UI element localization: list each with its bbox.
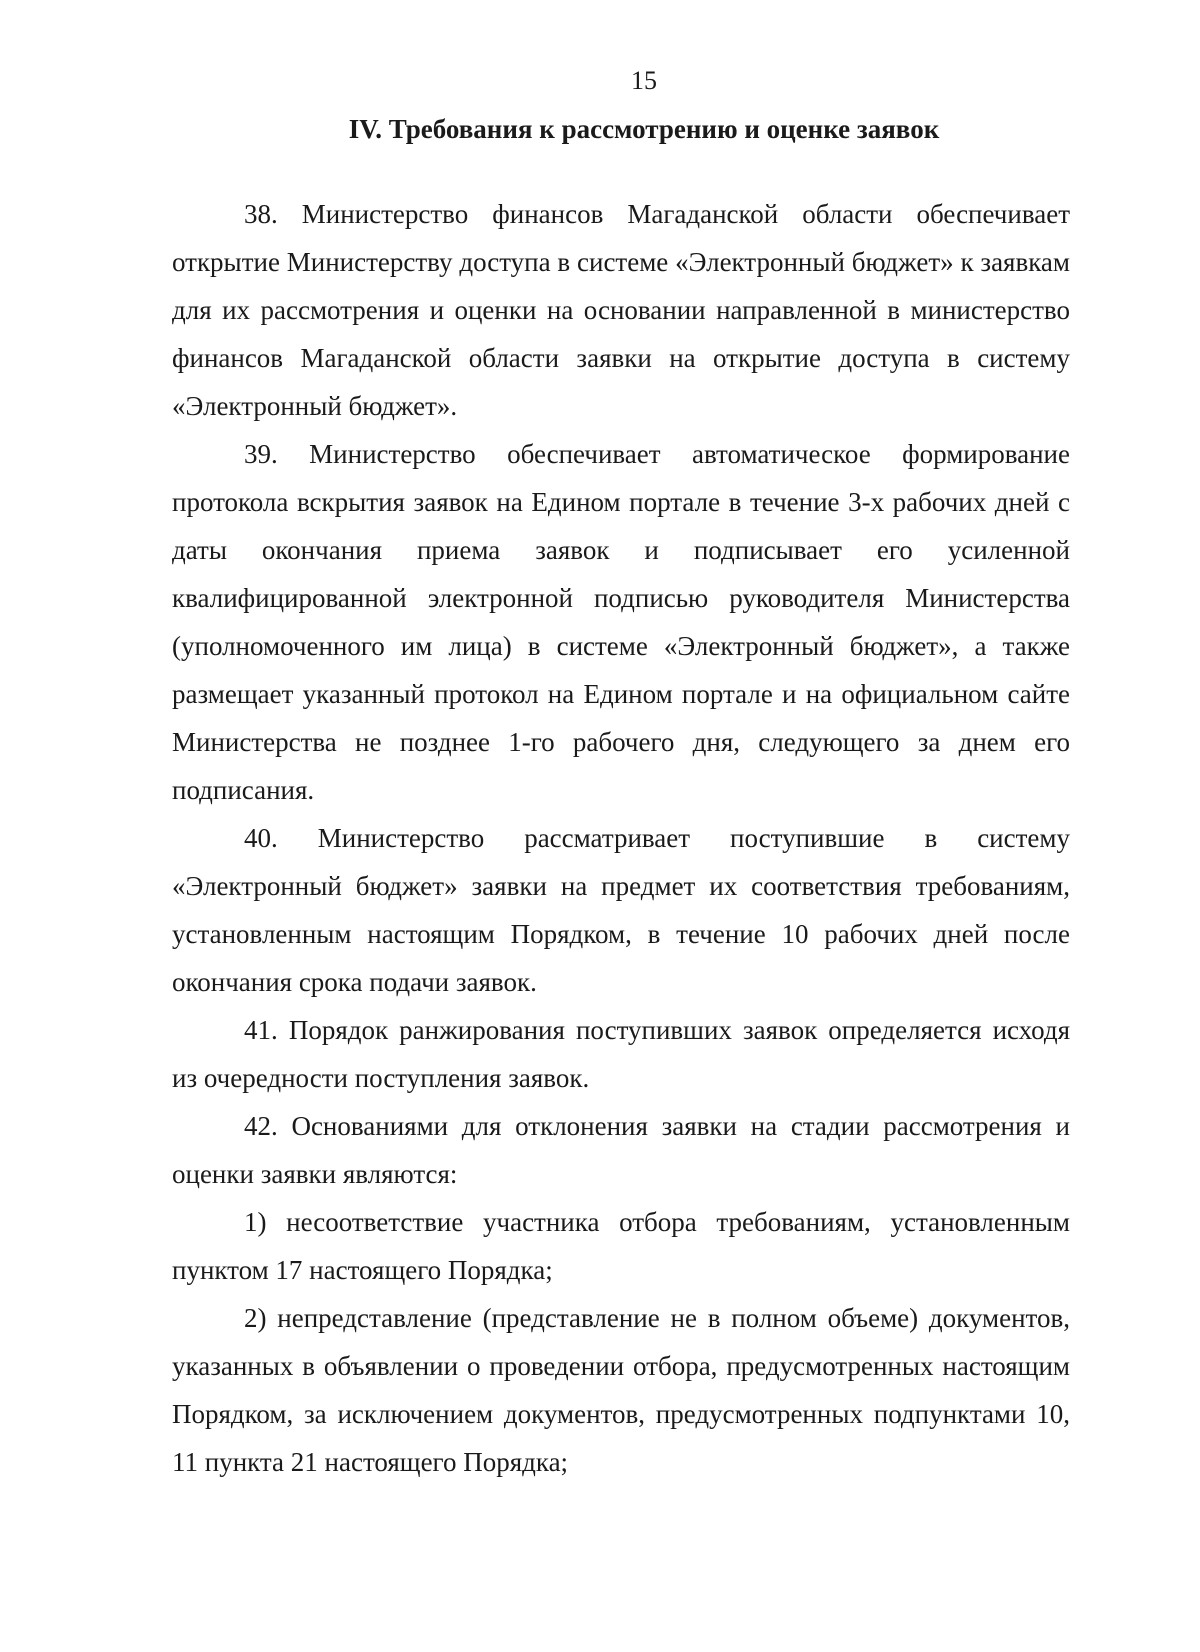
- paragraph-40: 40. Министерство рассматривает поступившие в систему «Электронный бюджет» заявки на предмет их соответствия требованиям, установленным настоящим Порядком, в течение 10 рабочих дней после окончания срока подачи заявок.: [172, 823, 1070, 997]
- paragraph-39: 39. Министерство обеспечивает автоматическое формирование протокола вскрытия заявок на Едином портале в течение 3-х рабочих дней с даты окончания приема заявок и подписывает его усиленной квалифицированной электронной подписью руководителя Министерства (уполномоченного им лица) в системе «Электронный бюджет», а также размещает указанный протокол на Едином портале и на официальном сайте Министерства не позднее 1-го рабочего дня, следующего за днем его подписания.: [172, 439, 1070, 805]
- section-heading: IV. Требования к рассмотрению и оценке заявок: [348, 114, 940, 144]
- page-number: 15: [631, 66, 657, 95]
- paragraph-42: 42. Основаниями для отклонения заявки на стадии рассмотрения и оценки заявки являются:: [172, 1111, 1070, 1189]
- list-item-2: 2) непредставление (представление не в полном объеме) документов, указанных в объявлении о проведении отбора, предусмотренных настоящим Порядком, за исключением документов, предусмотренных подпунктами 10, 11 пункта 21 настоящего Порядка;: [172, 1303, 1070, 1477]
- paragraph-41: 41. Порядок ранжирования поступивших заявок определяется исходя из очередности поступления заявок.: [172, 1015, 1070, 1093]
- paragraph-38: 38. Министерство финансов Магаданской области обеспечивает открытие Министерству доступа в системе «Электронный бюджет» к заявкам для их рассмотрения и оценки на основании направленной в министерство финансов Магаданской области заявки на открытие доступа в систему «Электронный бюджет».: [172, 199, 1070, 421]
- list-item-1: 1) несоответствие участника отбора требованиям, установленным пунктом 17 настоящего Порядка;: [172, 1207, 1070, 1285]
- document-body: [172, 190, 1070, 1486]
